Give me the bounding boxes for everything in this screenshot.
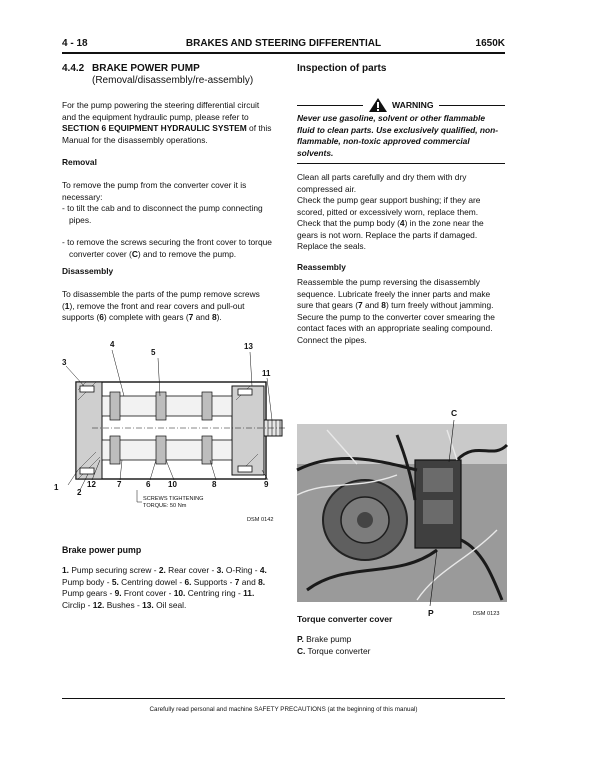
warning-divider — [297, 163, 505, 164]
callout-4: 4 — [110, 340, 115, 349]
photo-label-p: P — [428, 608, 434, 618]
warning-label: WARNING — [392, 100, 434, 110]
footer-divider — [62, 698, 505, 699]
intro-section-ref: SECTION 6 EQUIPMENT HYDRAULIC SYSTEM — [62, 123, 247, 133]
inspection-p1: Clean all parts carefully and dry them with dry compressed air. — [297, 172, 467, 194]
warning-triangle-icon — [369, 98, 387, 112]
disassembly-text: To disassemble the parts of the pump remove screws (1), remove the front and rear covers and pull-out supports (6) complete with gears (7 and 8). — [62, 289, 260, 322]
torque-converter-photo — [297, 400, 507, 617]
callout-11: 11 — [262, 369, 271, 378]
callout-7: 7 — [117, 480, 122, 489]
callout-5: 5 — [151, 348, 156, 357]
brake-pump-section-drawing — [54, 340, 292, 525]
footer-text: Carefully read personal and machine SAFETY PRECAUTIONS (at the beginning of this manual) — [149, 706, 418, 713]
section-title — [62, 63, 200, 74]
legend-item-text: Front cover - — [121, 588, 174, 598]
warning-text: Never use gasoline, solvent or other flammable fluid to clean parts. Use exclusively qualified, non-flammable, non-toxic approved commercial solvents. — [297, 113, 499, 158]
removal-step-1: - to tilt the cab and to disconnect the pump connecting pipes. — [62, 203, 263, 225]
legend-item-text: Pump gears - — [62, 588, 115, 598]
reassembly-p2: Secure the pump to the converter cover smearing the contact faces with an appropriate sealing compound. — [297, 311, 495, 333]
torque-label-1: SCREWS TIGHTENING — [143, 496, 204, 502]
reassembly-text — [297, 277, 505, 346]
figure-code-1: DSM 0142 — [247, 517, 274, 523]
legend-item-text: Oil seal. — [153, 599, 187, 610]
section-name: BRAKE POWER PUMP — [92, 63, 200, 74]
intro-text-end: of this Manual for the disassembly operations. — [62, 123, 272, 145]
legend-item-number: 3. — [216, 565, 224, 575]
legend-item-number: 13. — [142, 599, 154, 610]
callout-12: 12 — [87, 480, 96, 489]
upper-gear-shape — [102, 396, 232, 416]
page-header — [62, 36, 505, 54]
lower-gear-shape — [102, 440, 232, 460]
legend-item-text: Supports - — [191, 576, 235, 587]
chapter-title: BRAKES AND STEERING DIFFERENTIAL — [185, 38, 382, 49]
inspection-p2: Check the pump gear support bushing; if they are scored, pitted or excessively worn, replace them. — [297, 195, 481, 217]
legend-item-text: Centring dowel - — [118, 576, 185, 587]
legend-item-number: 2. — [158, 565, 166, 575]
inspection-text — [297, 172, 505, 253]
legend-item-number: 4. — [259, 565, 267, 575]
section-number: 4.4.2 — [62, 63, 85, 74]
legend-item-text: Pump body - — [62, 576, 112, 587]
callout-1: 1 — [54, 483, 59, 492]
callout-6: 6 — [146, 480, 151, 489]
callout-13: 13 — [244, 342, 253, 351]
legend-item-number: 9. — [114, 588, 122, 598]
figure1-caption: Brake power pump — [62, 545, 142, 555]
callout-3: 3 — [62, 358, 67, 367]
callout-9: 9 — [264, 480, 269, 489]
legend-item-number: 6. — [184, 576, 192, 587]
legend-item-text: Circlip - — [62, 599, 93, 610]
legend-c-text: Torque converter — [305, 645, 371, 656]
legend-c-code: C. — [297, 645, 306, 656]
legend-item-text: Pump securing screw - — [69, 565, 159, 575]
legend-item-text: Centring ring - — [185, 588, 244, 598]
legend-item-number: 11. — [243, 588, 255, 598]
reassembly-heading: Reassembly — [297, 262, 346, 272]
legend-item-text: Rear cover - — [165, 565, 217, 575]
intro-paragraph — [62, 100, 274, 146]
reassembly-p1: Reassemble the pump reversing the disassembly sequence. Lubricate freely the inner parts and make sure that gears (7 and 8) turn freely without jamming. — [297, 277, 494, 310]
section-subtitle: (Removal/disassembly/re-assembly) — [92, 75, 254, 86]
legend-item-text: O-Ring - — [223, 565, 260, 575]
callout-8: 8 — [212, 480, 217, 489]
inspection-p4: Replace the seals. — [297, 241, 366, 251]
legend-item-number: 8. — [258, 576, 266, 587]
figure-code-2: DSM 0123 — [473, 611, 500, 617]
removal-step-2: - to remove the screws securing the front cover to torque converter cover (C) and to remove the pump. — [62, 237, 272, 259]
legend-p-code: P. — [297, 634, 304, 644]
page-number: 4 - 18 — [62, 38, 88, 49]
legend-item-number: 12. — [92, 599, 105, 610]
parts-legend — [62, 565, 274, 611]
legend-item-number: 7 — [234, 576, 240, 587]
figure2-legend — [297, 634, 505, 657]
intro-text: For the pump powering the steering differential circuit and the equipment hydraulic pump, please refer to — [62, 100, 260, 122]
reassembly-p3: Connect the pipes. — [297, 334, 367, 345]
inspection-p3: Check that the pump body (4) in the zone near the gears is not worn. Replace the parts if damaged. — [297, 218, 484, 240]
removal-intro: To remove the pump from the converter cover it is necessary: — [62, 180, 247, 202]
legend-item-text: Bushes - — [104, 599, 143, 610]
legend-item-number: 5. — [111, 576, 119, 587]
warning-bar — [297, 98, 505, 112]
disassembly-heading: Disassembly — [62, 266, 114, 276]
legend-item-number: 10. — [173, 588, 186, 598]
legend-p-text: Brake pump — [303, 634, 352, 644]
legend-item-text: and — [239, 576, 259, 587]
torque-label-2: TORQUE: 50 Nm — [143, 503, 187, 509]
legend-item-number: 1. — [62, 565, 69, 575]
callout-10: 10 — [168, 480, 177, 489]
removal-heading: Removal — [62, 157, 97, 167]
removal-text — [62, 180, 274, 260]
model-number: 1650K — [475, 38, 505, 49]
inspection-heading: Inspection of parts — [297, 63, 387, 74]
figure2-caption: Torque converter cover — [297, 614, 393, 624]
callout-2: 2 — [77, 488, 82, 497]
photo-label-c: C — [451, 408, 458, 418]
